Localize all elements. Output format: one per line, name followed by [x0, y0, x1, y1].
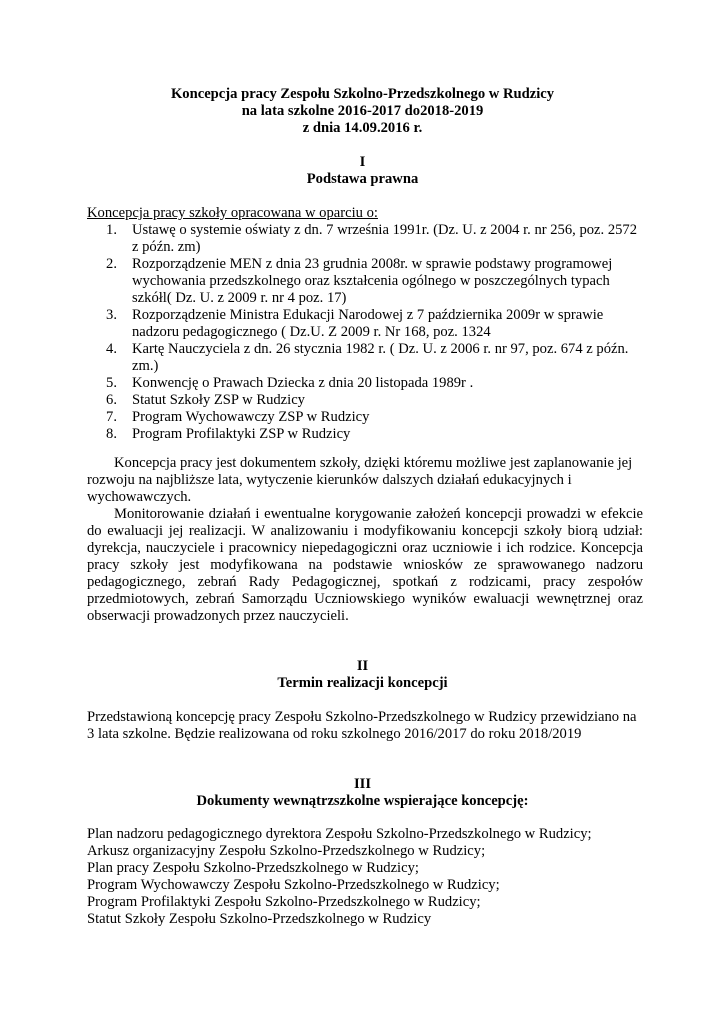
list-item: 4. Kartę Nauczyciela z dn. 26 stycznia 1982 r. ( Dz. U. z 2006 r. nr 97, poz. 674 z późn. zm.) — [106, 341, 629, 374]
paragraph-concept-definition: Koncepcja pracy jest dokumentem szkoły, dzięki któremu możliwe jest zaplanowanie jej rozwoju na najbliższe lata, wytyczenie kierunków dalszych działań edukacyjnych i wychowawczych. — [87, 455, 633, 505]
section-1-number: I — [359, 154, 366, 170]
list-item: Arkusz organizacyjny Zespołu Szkolno-Przedszkolnego w Rudzicy; — [87, 843, 486, 859]
list-item: 6. Statut Szkoły ZSP w Rudzicy — [106, 392, 305, 408]
list-item: Plan nadzoru pedagogicznego dyrektora Zespołu Szkolno-Przedszkolnego w Rudzicy; — [87, 826, 592, 842]
list-item: Plan pracy Zespołu Szkolno-Przedszkolnego w Rudzicy; — [87, 860, 419, 876]
section-3-number: III — [353, 776, 372, 792]
document-title-line-2: na lata szkolne 2016-2017 do2018-2019 — [241, 103, 484, 119]
paragraph-timeline: Przedstawioną koncepcję pracy Zespołu Szkolno-Przedszkolnego w Rudzicy przewidziano na 3 lata szkolne. Będzie realizowana od roku szkolnego 2016/2017 do roku 2018/2019 — [87, 709, 637, 742]
section-2-heading: Termin realizacji koncepcji — [277, 675, 448, 691]
paragraph-monitoring: Monitorowanie działań i ewentualne korygowanie założeń koncepcji prowadzi w efekcie do ewaluacji jej realizacji. W analizowaniu i modyfikowaniu koncepcji szkoły biorą udział: dyrekcja, nauczyciele i pracownicy niepedagogiczni oraz uczniowie i ich rodzice. Koncepcja pracy szkoły jest modyfikowana na podstawie wniosków ze sprawowanego nadzoru pedagogicznego, zebrań Rady Pedagogicznej, spotkań z rodzicami, pracy zespołów przedmiotowych, zebrań Samorządu Uczniowskiego wyników ewaluacji wewnętrznej oraz obserwacji prowadzonych przez nauczycieli. — [87, 506, 643, 624]
list-item: 7. Program Wychowawczy ZSP w Rudzicy — [106, 409, 370, 425]
list-item: Program Wychowawczy Zespołu Szkolno-Przedszkolnego w Rudzicy; — [87, 877, 500, 893]
list-item: 2. Rozporządzenie MEN z dnia 23 grudnia 2008r. w sprawie podstawy programowej wychowania przedszkolnego oraz kształcenia ogólnego w poszczególnych typach szkółl( Dz. U. z 2009 r. nr 4 poz. 17) — [106, 256, 613, 306]
list-item: 8. Program Profilaktyki ZSP w Rudzicy — [106, 426, 351, 442]
legal-basis-list — [87, 222, 643, 443]
section-1-heading: Podstawa prawna — [306, 171, 419, 187]
section-2-number: II — [356, 658, 369, 674]
section-3-heading: Dokumenty wewnątrzszkolne wspierające koncepcję: — [196, 793, 529, 809]
list-item: 5. Konwencję o Prawach Dziecka z dnia 20 listopada 1989r . — [106, 375, 474, 391]
document-date: z dnia 14.09.2016 r. — [302, 120, 423, 136]
list-item: Program Profilaktyki Zespołu Szkolno-Przedszkolnego w Rudzicy; — [87, 894, 481, 910]
list-item: 1. Ustawę o systemie oświaty z dn. 7 września 1991r. (Dz. U. z 2004 r. nr 256, poz. 2572 z późn. zm) — [106, 222, 638, 255]
list-item: 3. Rozporządzenie Ministra Edukacji Narodowej z 7 października 2009r w sprawie nadzoru pedagogicznego ( Dz.U. Z 2009 r. Nr 168, poz. 1324 — [106, 307, 604, 340]
document-title-line-1: Koncepcja pracy Zespołu Szkolno-Przedszkolnego w Rudzicy — [170, 86, 555, 102]
supporting-documents-list — [87, 826, 647, 928]
legal-basis-intro: Koncepcja pracy szkoły opracowana w oparciu o: — [87, 205, 378, 221]
list-item: Statut Szkoły Zespołu Szkolno-Przedszkolnego w Rudzicy — [87, 911, 432, 927]
